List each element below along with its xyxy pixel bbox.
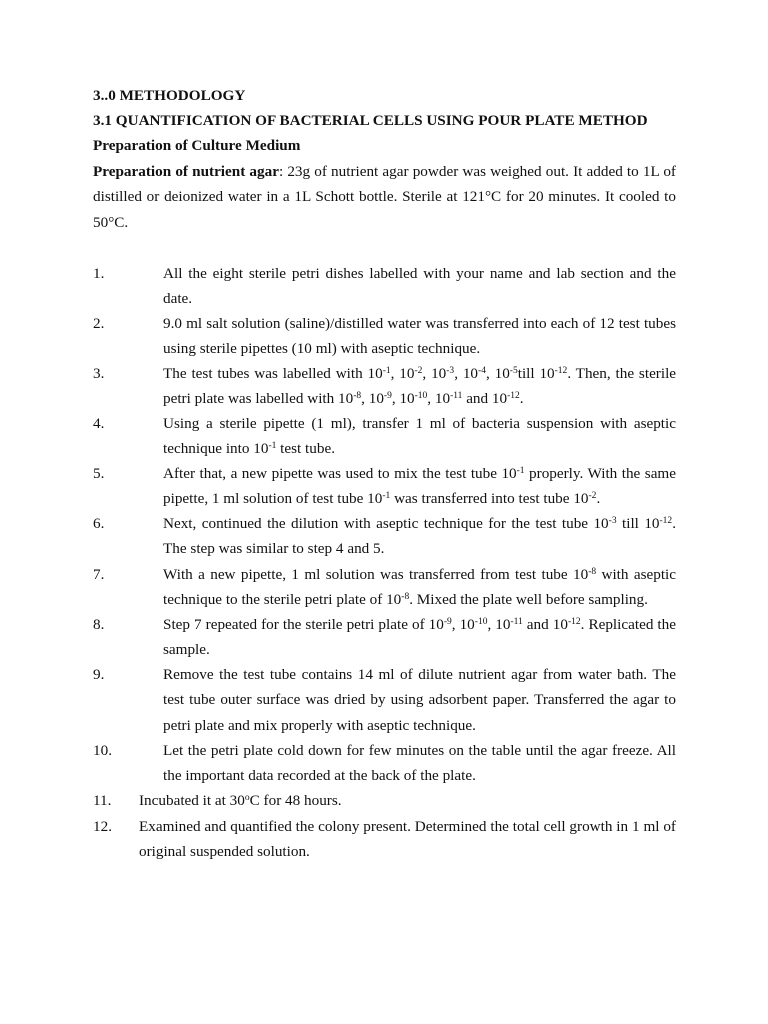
step-text: All the eight sterile petri dishes labelled with your name and lab section and the date.: [163, 265, 676, 308]
list-item: [93, 814, 676, 865]
step-number: 3.: [93, 365, 105, 382]
step-number: 6.: [93, 515, 105, 532]
subsection-heading: 3.1 QUANTIFICATION OF BACTERIAL CELLS USING POUR PLATE METHOD: [93, 112, 648, 129]
step-text: Step 7 repeated for the sterile petri plate of $10^{-9}$, $10^{-10}$, $10^{-11}$ and $10^{-12}$. Replicated the sample.: [163, 616, 676, 659]
step-number: 2.: [93, 315, 105, 332]
list-item: [93, 361, 676, 412]
list-item: [93, 738, 676, 789]
list-item: [93, 261, 676, 312]
step-text: The test tubes was labelled with $10^{-1}$, $10^{-2}$, $10^{-3}$, $10^{-4}$, $10^{-5}till$ $10^{-12}$. Then, the sterile petri plate was labelled with $10^{-8}$, $10^{-9}$, $10^{-10}$, $10^{-11}$ and $10^{-12}$.: [163, 365, 677, 408]
list-item: [93, 411, 676, 462]
step-text: Remove the test tube contains 14 ml of dilute nutrient agar from water bath. The test tube outer surface was dried by using adsorbent paper. Transferred the agar to petri plate and mix properly with aseptic technique.: [163, 666, 676, 734]
subheading-culture-medium: Preparation of Culture Medium: [93, 137, 301, 154]
step-number: 5.: [93, 465, 105, 482]
step-number: 11.: [93, 792, 112, 809]
list-item: [93, 612, 676, 663]
list-item: [93, 461, 676, 512]
step-number: 7.: [93, 566, 105, 583]
step-number: 4.: [93, 415, 105, 432]
intro-paragraph: [93, 159, 676, 235]
step-text: Incubated it at 30$^o$C for 48 hours.: [139, 792, 342, 809]
section-heading: 3..0 METHODOLOGY: [93, 87, 246, 104]
list-item: [93, 662, 676, 738]
list-item: [93, 562, 676, 613]
list-item: [93, 311, 676, 362]
list-item: [93, 511, 676, 562]
intro-bold-label: Preparation of nutrient agar: [93, 163, 279, 180]
step-text: 9.0 ml salt solution (saline)/distilled water was transferred into each of 12 test tubes using sterile pipettes (10 ml) with aseptic technique.: [163, 315, 676, 358]
step-text: Using a sterile pipette (1 ml), transfer 1 ml of bacteria suspension with aseptic technique into $10^{-1}$ test tube.: [163, 415, 676, 458]
step-text: Examined and quantified the colony present. Determined the total cell growth in 1 ml of original suspended solution.: [139, 818, 676, 861]
step-number: 12.: [93, 818, 112, 835]
step-text: With a new pipette, 1 ml solution was transferred from test tube $10^{-8}$ with aseptic technique to the sterile petri plate of $10^{-8}$. Mixed the plate well before sampling.: [163, 566, 676, 609]
step-text: Let the petri plate cold down for few minutes on the table until the agar freeze. All the important data recorded at the back of the plate.: [163, 742, 676, 785]
step-number: 8.: [93, 616, 105, 633]
step-number: 10.: [93, 742, 112, 759]
step-text: After that, a new pipette was used to mix the test tube $10^{-1}$ properly. With the same pipette, 1 ml solution of test tube $10^{-1}$ was transferred into test tube $10^{-2}$.: [163, 465, 676, 508]
list-item: [93, 788, 676, 813]
step-number: 1.: [93, 265, 105, 282]
step-number: 9.: [93, 666, 105, 683]
intro-text: : 23g of nutrient agar powder was weighed out. It added to 1L of distilled or deionized water in a 1L Schott bottle. Sterile at 121°C for 20 minutes. It cooled to 50°C.: [93, 163, 676, 231]
step-text: Next, continued the dilution with aseptic technique for the test tube $10^{-3}$ till $10^{-12}$. The step was similar to step 4 and 5.: [163, 515, 676, 558]
